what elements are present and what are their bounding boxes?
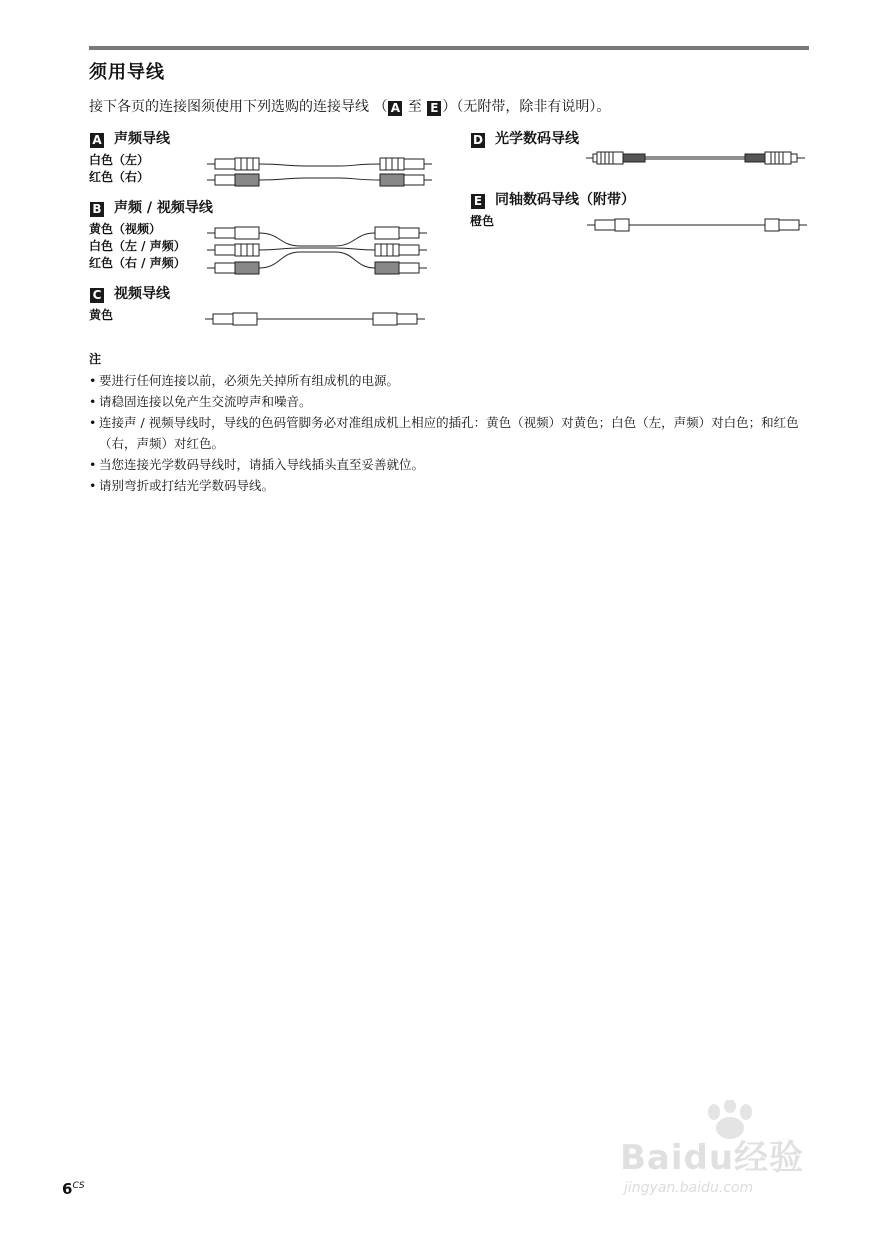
watermark-logo: Baidu经验 bbox=[620, 1138, 805, 1178]
section-b-badge: B bbox=[90, 202, 104, 217]
cable-b-label-red: 红色（右 / 声频） bbox=[89, 256, 186, 270]
intro-after: ）（无附带，除非有说明）。 bbox=[442, 99, 611, 115]
intro-middle: 至 bbox=[403, 99, 427, 115]
note-item: • 要进行任何连接以前，必须先关掉所有组成机的电源。 bbox=[89, 370, 814, 391]
section-b-heading bbox=[89, 197, 213, 217]
section-e-heading bbox=[470, 189, 635, 209]
coaxial-cable-diagram bbox=[585, 214, 811, 236]
section-d-heading bbox=[470, 128, 579, 148]
section-e-badge: E bbox=[471, 194, 485, 209]
section-c-heading bbox=[89, 283, 170, 303]
intro-paragraph bbox=[89, 96, 610, 116]
cable-a-label-white: 白色（左） bbox=[89, 153, 150, 167]
section-d-title: 光学数码导线 bbox=[495, 131, 579, 147]
cable-b-label-white: 白色（左 / 声频） bbox=[89, 239, 186, 253]
page-title: 须用导线 bbox=[89, 62, 165, 83]
cable-c-label-yellow: 黄色 bbox=[89, 308, 114, 322]
cable-a-label-red: 红色（右） bbox=[89, 170, 150, 184]
section-b-title: 声频 / 视频导线 bbox=[114, 200, 213, 216]
section-e-title: 同轴数码导线（附带） bbox=[495, 192, 635, 208]
badge-e: E bbox=[427, 101, 441, 116]
audio-cable-diagram bbox=[205, 152, 435, 192]
watermark-url: jingyan.baidu.com bbox=[624, 1180, 754, 1196]
baidu-watermark bbox=[610, 1100, 830, 1210]
cable-e-label-orange: 橙色 bbox=[470, 214, 495, 228]
page-number bbox=[62, 1180, 85, 1198]
note-item: • 当您连接光学数码导线时，请插入导线插头直至妥善就位。 bbox=[89, 454, 814, 475]
section-d-badge: D bbox=[471, 133, 485, 148]
intro-before: 接下各页的连接图须使用下列选购的连接导线 （ bbox=[89, 99, 388, 115]
cable-b-label-yellow: 黄色（视频） bbox=[89, 222, 162, 236]
page-number-value: 6 bbox=[62, 1180, 73, 1198]
section-a-heading bbox=[89, 128, 170, 148]
section-a-title: 声频导线 bbox=[114, 131, 170, 147]
optical-cable-diagram bbox=[585, 148, 811, 168]
note-item: • 请稳固连接以免产生交流哼声和噪音。 bbox=[89, 391, 814, 412]
notes-heading: 注 bbox=[89, 352, 102, 366]
notes-list bbox=[89, 370, 814, 496]
av-cable-diagram bbox=[205, 222, 435, 280]
section-c-title: 视频导线 bbox=[114, 286, 170, 302]
note-item: • 连接声 / 视频导线时，导线的色码管脚务必对准组成机上相应的插孔：黄色（视频）对黄色；白色（左，声频）对白色；和红色 （右，声频）对红色。 bbox=[89, 412, 814, 454]
video-cable-diagram bbox=[203, 308, 431, 330]
badge-a: A bbox=[388, 101, 402, 116]
section-a-badge: A bbox=[90, 133, 104, 148]
note-item: • 请别弯折或打结光学数码导线。 bbox=[89, 475, 814, 496]
page-number-suffix: CS bbox=[72, 1181, 85, 1191]
section-c-badge: C bbox=[90, 288, 104, 303]
top-rule bbox=[89, 46, 809, 50]
